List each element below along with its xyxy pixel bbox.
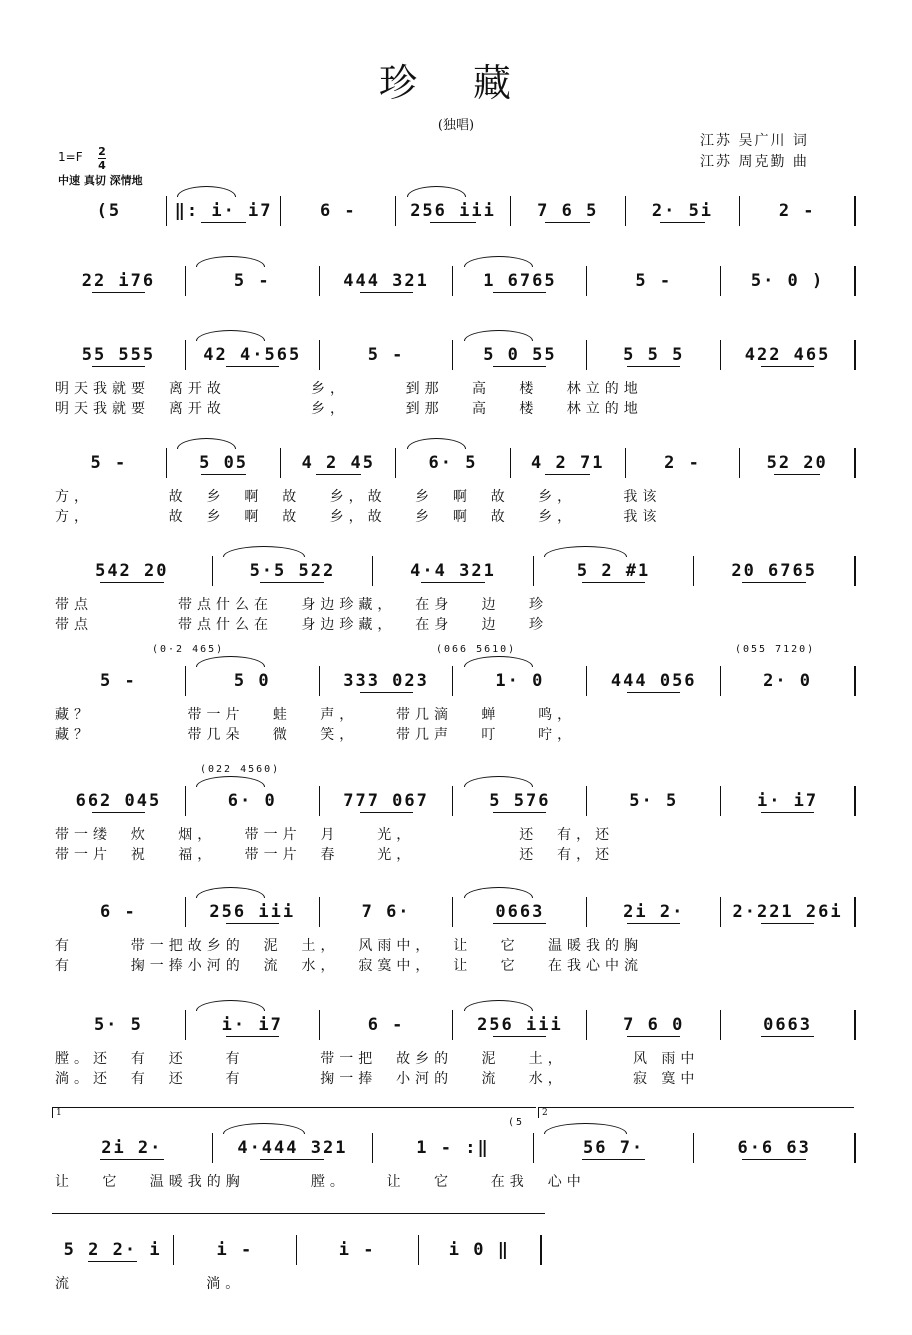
lyric-line: 带点 带点什么在 身边珍藏， 在身 边 珍 — [55, 617, 549, 633]
measure-notes: 444 056 — [610, 671, 697, 691]
measure-notes: 5 - — [233, 271, 271, 291]
lyric-line: 有 掬一捧小河的 流 水， 寂寞中， 让 它 在我心中流 — [55, 958, 644, 974]
measure — [587, 666, 721, 696]
notes-row — [52, 266, 856, 296]
measure — [52, 1235, 174, 1265]
measure-notes: 5· 5 — [93, 1015, 143, 1035]
measure — [587, 786, 721, 816]
measure — [167, 196, 282, 226]
slur-mark — [464, 776, 533, 787]
note-beam — [201, 474, 246, 475]
measure-notes: 5 - — [90, 453, 128, 473]
note-beam — [360, 812, 413, 813]
measure-notes: 256 iii — [209, 902, 296, 922]
measure-notes: 1 - :‖ — [416, 1138, 490, 1158]
measure-notes: 5 576 — [489, 791, 551, 811]
measure-notes: 2· 5i — [651, 201, 714, 221]
note-beam — [627, 692, 680, 693]
measure — [453, 266, 587, 296]
lyric-line: 淌。还 有 还 有 掬一捧 小河的 流 水， 寂 寞中 — [55, 1071, 700, 1087]
measure — [721, 1010, 856, 1040]
measure-notes: 6· 5 — [428, 453, 478, 473]
tempo-marking: 中速 真切 深情地 — [58, 174, 143, 187]
measure — [373, 1133, 534, 1163]
lyric-line: 有 带一把故乡的 泥 土， 风雨中， 让 它 温暖我的胸 — [55, 938, 644, 954]
notes-row — [52, 1010, 856, 1040]
lyric-line: 藏？ 带一片 蛙 声， 带几滴 蝉 鸣， — [55, 707, 577, 723]
instrumental-sub-line: (055 7120) — [735, 644, 816, 655]
measure-notes: 444 321 — [343, 271, 429, 291]
measure-notes: 52 20 — [766, 453, 828, 473]
measure-notes: 5· 0 ) — [750, 271, 825, 291]
measure — [453, 666, 587, 696]
measure — [186, 340, 320, 370]
measure-notes: ‖: i· i7 — [174, 201, 273, 221]
measure-notes: 662 045 — [75, 791, 162, 811]
measure — [740, 196, 856, 226]
time-denominator: 4 — [98, 159, 106, 172]
measure — [453, 786, 587, 816]
measure-notes: 5 - — [367, 345, 405, 365]
measure — [52, 266, 186, 296]
measure — [453, 897, 587, 927]
measure — [52, 786, 186, 816]
slur-mark — [544, 1123, 626, 1134]
measure-notes: 1· 0 — [495, 671, 545, 691]
slur-mark — [196, 1000, 265, 1011]
measure — [281, 448, 396, 478]
lyric-line: 带一片 祝 福， 带一片 春 光， 还 有，还 — [55, 847, 615, 863]
measure-notes: 56 7· — [582, 1138, 645, 1158]
measure-notes: i 0 ‖ — [448, 1240, 510, 1260]
measure-notes: 6 - — [100, 902, 137, 922]
measure-notes: 2i 2· — [101, 1138, 163, 1158]
measure — [320, 666, 454, 696]
measure — [740, 448, 856, 478]
measure-notes: 5 2 2· i — [63, 1240, 162, 1260]
measure-notes: 4·4 321 — [410, 561, 496, 581]
measure-notes: 333 023 — [343, 671, 429, 691]
measure — [52, 556, 213, 586]
measure-notes: 2 - — [778, 201, 816, 221]
measure — [396, 448, 511, 478]
measure-notes: 5 05 — [199, 453, 249, 473]
measure — [587, 1010, 721, 1040]
second-ending-bracket: 2 — [538, 1107, 854, 1118]
measure — [453, 340, 587, 370]
lyric-line: 膛。还 有 还 有 带一把 故乡的 泥 土， 风 雨中 — [55, 1051, 700, 1067]
measure-notes: 4 2 71 — [531, 453, 605, 473]
measure — [320, 340, 454, 370]
lyric-line: 带点 带点什么在 身边珍藏， 在身 边 珍 — [55, 597, 549, 613]
note-beam — [493, 1036, 546, 1037]
notes-row — [52, 196, 856, 226]
slur-mark — [196, 330, 265, 341]
note-beam — [360, 692, 413, 693]
measure-notes: 7 6 5 — [537, 201, 599, 221]
notes-row — [52, 897, 856, 927]
measure — [511, 196, 626, 226]
note-beam — [100, 1159, 164, 1160]
note-beam — [761, 812, 814, 813]
measure-notes: 5 - — [100, 671, 137, 691]
measure — [626, 196, 741, 226]
lyric-line: 方， 故 乡 啊 故 乡，故 乡 啊 故 乡， 我该 — [55, 489, 662, 505]
measure — [320, 266, 454, 296]
slur-mark — [177, 438, 236, 449]
note-beam — [761, 923, 814, 924]
measure — [320, 1010, 454, 1040]
measure-notes: 2i 2· — [623, 902, 685, 922]
measure-notes: i· i7 — [221, 1015, 283, 1035]
lyric-line: 藏？ 带几朵 微 笑， 带几声 叮 咛， — [55, 727, 577, 743]
instrumental-sub-line: (066 5610) — [436, 644, 517, 655]
note-beam — [545, 474, 590, 475]
notes-row — [52, 1235, 542, 1265]
measure-notes: 55 555 — [81, 345, 156, 365]
pickup-note: (5 — [508, 1117, 525, 1128]
measure — [721, 666, 856, 696]
note-beam — [761, 366, 814, 367]
measure — [419, 1235, 542, 1265]
measure — [52, 1133, 213, 1163]
measure — [186, 786, 320, 816]
measure — [320, 897, 454, 927]
note-beam — [761, 1036, 814, 1037]
notes-row — [52, 556, 856, 586]
measure-notes: (5 — [96, 201, 122, 221]
note-beam — [421, 582, 485, 583]
measure-notes: 5 - — [635, 271, 673, 291]
time-numerator: 2 — [98, 145, 106, 158]
slur-mark — [177, 186, 236, 197]
note-beam — [493, 366, 546, 367]
instrumental-sub-line: (0·2 465) — [152, 644, 225, 655]
slur-mark — [196, 887, 265, 898]
measure-notes: i· i7 — [756, 791, 819, 811]
measure — [320, 786, 454, 816]
note-beam — [774, 474, 819, 475]
instrumental-sub-line: (022 4560) — [200, 764, 281, 775]
measure-notes: 2 - — [664, 453, 701, 473]
note-beam — [582, 582, 646, 583]
note-beam — [92, 292, 145, 293]
measure — [534, 1133, 695, 1163]
measure — [186, 666, 320, 696]
measure — [186, 266, 320, 296]
measure — [167, 448, 282, 478]
measure-notes: 0663 — [763, 1015, 813, 1035]
note-beam — [660, 222, 705, 223]
ending-bracket — [52, 1213, 545, 1224]
slur-mark — [223, 546, 305, 557]
time-signature — [98, 146, 106, 171]
measure-notes: 1 6765 — [483, 271, 557, 291]
note-beam — [260, 582, 324, 583]
measure — [721, 897, 856, 927]
note-beam — [316, 474, 361, 475]
measure — [52, 340, 186, 370]
measure — [587, 897, 721, 927]
measure-notes: 542 20 — [95, 561, 169, 581]
measure — [186, 897, 320, 927]
first-ending-bracket: 1 — [52, 1107, 536, 1118]
note-beam — [226, 366, 279, 367]
measure — [721, 786, 856, 816]
slur-mark — [196, 256, 265, 267]
key-signature: 1=F — [58, 150, 83, 164]
measure-notes: 6 - — [367, 1015, 405, 1035]
measure-notes: 5· 5 — [629, 791, 679, 811]
measure — [396, 196, 511, 226]
notes-row — [52, 666, 856, 696]
note-beam — [226, 1036, 279, 1037]
notes-row — [52, 448, 856, 478]
lyric-line: 带一缕 炊 烟， 带一片 月 光， 还 有，还 — [55, 827, 615, 843]
note-beam — [582, 1159, 646, 1160]
song-subtitle: (独唱) — [437, 118, 475, 133]
measure — [511, 448, 626, 478]
note-beam — [627, 366, 680, 367]
note-beam — [92, 366, 145, 367]
slur-mark — [196, 776, 265, 787]
measure — [52, 1010, 186, 1040]
measure-notes: 2·221 26i — [732, 902, 843, 922]
measure-notes: 20 6765 — [731, 561, 817, 581]
measure-notes: 7 6· — [361, 902, 411, 922]
measure — [281, 196, 396, 226]
measure — [694, 556, 856, 586]
note-beam — [92, 812, 145, 813]
measure-notes: 4 2 45 — [301, 453, 375, 473]
lyric-line: 让 它 温暖我的胸 膛。 让 它 在我 心中 — [55, 1174, 586, 1190]
slur-mark — [196, 656, 265, 667]
note-beam — [493, 292, 546, 293]
measure-notes: i - — [216, 1240, 254, 1260]
note-beam — [226, 923, 279, 924]
measure — [52, 196, 167, 226]
slur-mark — [407, 186, 466, 197]
measure — [721, 340, 856, 370]
measure-notes: 0663 — [495, 902, 545, 922]
measure — [297, 1235, 419, 1265]
measure — [587, 266, 721, 296]
lyric-line: 方， 故 乡 啊 故 乡，故 乡 啊 故 乡， 我该 — [55, 509, 662, 525]
slur-mark — [544, 546, 626, 557]
measure — [186, 1010, 320, 1040]
note-beam — [201, 222, 246, 223]
lyric-line: 明天我就要 离开故 乡， 到那 高 楼 林立的地 — [55, 381, 643, 397]
measure-notes: 7 6 0 — [623, 1015, 685, 1035]
note-beam — [100, 582, 164, 583]
note-beam — [360, 292, 413, 293]
measure — [213, 1133, 374, 1163]
measure-notes: 6· 0 — [227, 791, 277, 811]
notes-row — [52, 340, 856, 370]
measure-notes: 422 465 — [744, 345, 831, 365]
measure — [453, 1010, 587, 1040]
composer-credit: 江苏 周克勤 曲 — [700, 154, 809, 170]
measure — [534, 556, 695, 586]
note-beam — [430, 222, 475, 223]
slur-mark — [464, 887, 533, 898]
measure-notes: 4·444 321 — [237, 1138, 348, 1158]
measure-notes: i - — [338, 1240, 376, 1260]
measure — [213, 556, 374, 586]
slur-mark — [464, 656, 533, 667]
measure-notes: 256 iii — [477, 1015, 563, 1035]
slur-mark — [464, 1000, 533, 1011]
measure-notes: 22 i76 — [81, 271, 156, 291]
measure-notes: 42 4·565 — [203, 345, 302, 365]
song-title: 珍 藏 — [378, 61, 534, 105]
slur-mark — [407, 438, 466, 449]
measure — [626, 448, 741, 478]
note-beam — [88, 1261, 137, 1262]
note-beam — [545, 222, 590, 223]
measure — [52, 897, 186, 927]
measure — [587, 340, 721, 370]
measure — [721, 266, 856, 296]
lyric-line: 流 淌。 — [55, 1276, 245, 1292]
measure-notes: 6 - — [319, 201, 357, 221]
slur-mark — [464, 330, 533, 341]
slur-mark — [464, 256, 533, 267]
measure-notes: 2· 0 — [763, 671, 813, 691]
measure-notes: 256 iii — [410, 201, 496, 221]
measure-notes: 5 5 5 — [623, 345, 685, 365]
measure — [174, 1235, 296, 1265]
slur-mark — [223, 1123, 305, 1134]
notes-row — [52, 1133, 856, 1163]
note-beam — [627, 1036, 680, 1037]
measure-notes: 777 067 — [343, 791, 429, 811]
lyricist-credit: 江苏 吴广川 词 — [700, 133, 809, 149]
measure — [52, 666, 186, 696]
measure — [373, 556, 534, 586]
measure — [52, 448, 167, 478]
notes-row — [52, 786, 856, 816]
measure-notes: 5·5 522 — [249, 561, 336, 581]
measure-notes: 5 0 55 — [483, 345, 557, 365]
measure-notes: 5 0 — [233, 671, 271, 691]
note-beam — [742, 582, 806, 583]
measure-notes: 6·6 63 — [737, 1138, 811, 1158]
measure — [694, 1133, 856, 1163]
note-beam — [260, 1159, 324, 1160]
measure-notes: 5 2 #1 — [576, 561, 651, 581]
note-beam — [493, 923, 546, 924]
lyric-line: 明天我就要 离开故 乡， 到那 高 楼 林立的地 — [55, 401, 643, 417]
note-beam — [742, 1159, 806, 1160]
note-beam — [627, 923, 680, 924]
note-beam — [493, 812, 546, 813]
